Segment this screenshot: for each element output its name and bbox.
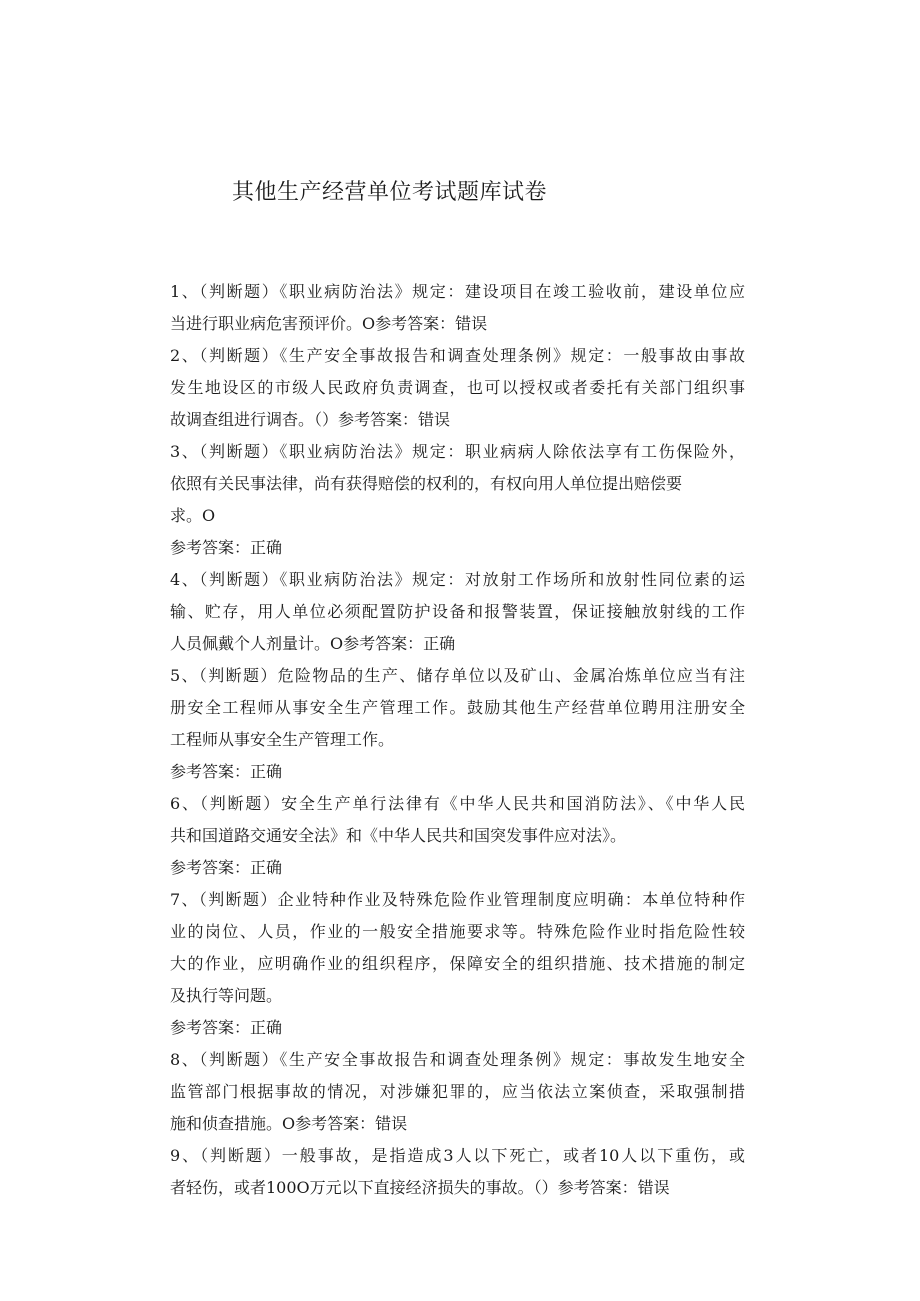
text-line: 施和侦查措施。O参考答案：错误 [170,1114,408,1133]
text-line: 3、（判断题）《职业病防治法》规定：职业病病人除依法享有工伤保险外， [170,442,745,461]
text-line: 册安全工程师从事安全生产管理工作。鼓励其他生产经营单位聘用注册安全 [170,698,745,717]
text-line: 输、贮存，用人单位必须配置防护设备和报警装置，保证接触放射线的工作 [170,602,745,621]
text-line: 监管部门根据事故的情况，对涉嫌犯罪的，应当依法立案侦查，采取强制措 [170,1082,745,1101]
text-line: 求。O [170,506,216,525]
text-line: 故调查组进行调杳。（）参考答案：错误 [170,410,451,429]
text-line: 4、（判断题）《职业病防治法》规定：对放射工作场所和放射性同位素的运 [170,570,745,589]
text-line: 5、（判断题）危险物品的生产、储存单位以及矿山、金属冶炼单位应当有注 [170,666,745,685]
text-line: 参考答案：正确 [170,538,283,557]
text-line: 当进行职业病危害预评价。O参考答案：错误 [170,314,488,333]
text-line: 业的岗位、人员，作业的一般安全措施要求等。特殊危险作业时指危险性较 [170,922,745,941]
text-line: 参考答案：正确 [170,1018,283,1037]
text-line: 发生地设区的市级人民政府负责调查，也可以授权或者委托有关部门组织事 [170,378,745,397]
text-line: 2、（判断题）《生产安全事故报告和调查处理条例》规定：一般事故由事故 [170,346,745,365]
text-line: 9、（判断题）一般事故，是指造成3人以下死亡，或者10人以下重伤，或 [170,1146,745,1165]
text-line: 1、（判断题）《职业病防治法》规定：建设项目在竣工验收前，建设单位应 [170,282,745,301]
text-line: 共和国道路交通安全法》和《中华人民共和国突发事件应对法》。 [170,826,627,845]
text-line: 及执行等问题。 [170,986,283,1005]
text-line: 参考答案：正确 [170,858,283,877]
text-line: 人员佩戴个人剂量计。O参考答案：正确 [170,634,456,653]
text-line: 大的作业，应明确作业的组织程序，保障安全的组织措施、技术措施的制定 [170,954,745,973]
text-line: 8、（判断题）《生产安全事故报告和调查处理条例》规定：事故发生地安全 [170,1050,745,1069]
text-line: 工程师从事安全生产管理工作。 [170,730,395,749]
text-line: 依照有关民事法律，尚有获得赔偿的权利的，有权向用人单位提出赔偿要 [170,474,683,493]
text-line: 者轻伤，或者100O万元以下直接经济损失的事故。（）参考答案：错误 [170,1178,670,1197]
text-line: 参考答案：正确 [170,762,283,781]
question-list [170,276,745,1204]
text-line: 7、（判断题）企业特种作业及特殊危险作业管理制度应明确：本单位特种作 [170,890,745,909]
document-title: 其他生产经营单位考试题库试卷 [232,180,548,205]
text-line: 6、（判断题）安全生产单行法律有《中华人民共和国消防法》、《中华人民 [170,794,745,813]
